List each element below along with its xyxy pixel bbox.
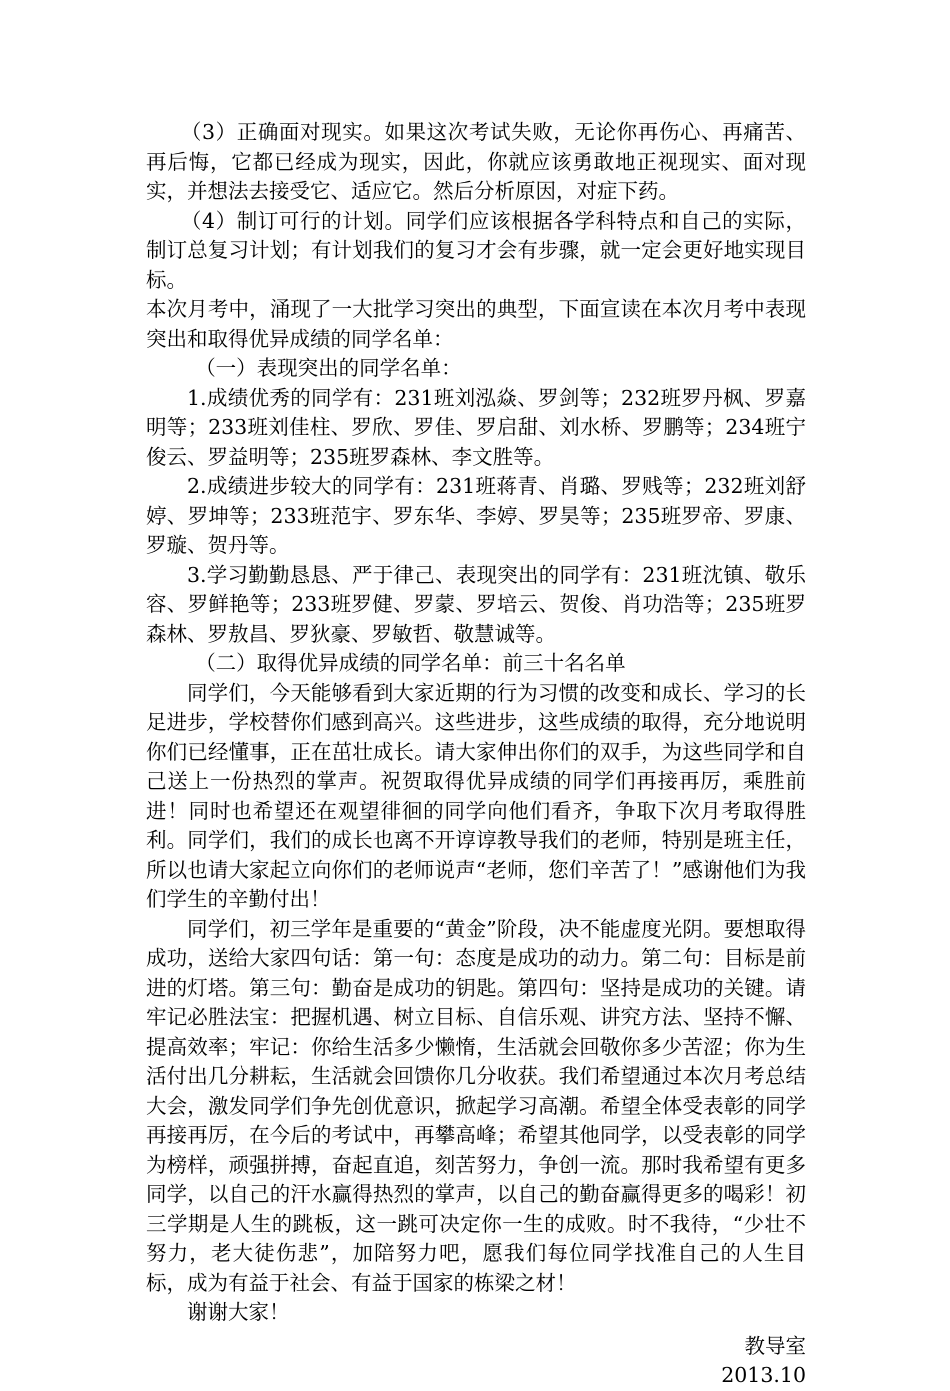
document-page [146, 118, 806, 1391]
signature-office: 教导室 [744, 1333, 806, 1358]
paragraph-make-plan: （4）制订可行的计划。同学们应该根据各学科特点和自己的实际，制订总复习计划；有计划我们的复习才会有步骤，就一定会更好地实现目标。 [146, 208, 806, 292]
list-item-excellent-grades: 1.成绩优秀的同学有：231班刘泓焱、罗剑等；232班罗丹枫、罗嘉明等；233班刘佳柱、罗欣、罗佳、罗启甜、刘水桥、罗鹏等；234班宁俊云、罗益明等；235班罗森林、李文胜等。 [146, 385, 806, 469]
paragraph-thanks: 谢谢大家！ [187, 1300, 290, 1324]
paragraph-face-reality: （3）正确面对现实。如果这次考试失败，无论你再伤心、再痛苦、再后悔，它都已经成为现实，因此，你就应该勇敢地正视现实、面对现实，并想法去接受它、适应它。然后分析原因，对症下药。 [146, 120, 806, 203]
paragraph-congratulations: 同学们，今天能够看到大家近期的行为习惯的改变和成长、学习的长足进步，学校替你们感到高兴。这些进步，这些成绩的取得，充分地说明你们已经懂事，正在茁壮成长。请大家伸出你们的双手，为这些同学和自己送上一份热烈的掌声。祝贺取得优异成绩的同学们再接再厉，乘胜前进！同时也希望还在观望徘徊的同学向他们看齐，争取下次月考取得胜利。同学们，我们的成长也离不开谆谆教导我们的老师，特别是班主任，所以也请大家起立向你们的老师说声“老师，您们辛苦了！”感谢他们为我们学生的辛勤付出！ [146, 680, 806, 911]
section-heading-outstanding: （一）表现突出的同学名单： [195, 356, 462, 380]
list-item-big-progress: 2.成绩进步较大的同学有：231班蒋青、肖璐、罗贱等；232班刘舒婷、罗坤等；233班范宇、罗东华、李婷、罗昊等；235班罗帝、罗康、罗璇、贺丹等。 [146, 474, 806, 557]
section-heading-top-thirty: （二）取得优异成绩的同学名单：前三十名名单 [195, 651, 626, 675]
list-item-diligent: 3.学习勤勤恳恳、严于律己、表现突出的同学有：231班沈镇、敬乐容、罗鲜艳等；233班罗健、罗蒙、罗培云、贺俊、肖功浩等；235班罗森林、罗敖昌、罗狄豪、罗敏哲、敬慧诚等。 [146, 562, 806, 646]
paragraph-encouragement: 同学们，初三学年是重要的“黄金”阶段，决不能虚度光阴。要想取得成功，送给大家四句话：第一句：态度是成功的动力。第二句：目标是前进的灯塔。第三句：勤奋是成功的钥匙。第四句：坚持是成功的关键。请牢记必胜法宝：把握机遇、树立目标、自信乐观、讲究方法、坚持不懈、提高效率；牢记：你给生活多少懒惰，生活就会回敬你多少苦涩；你为生活付出几分耕耘，生活就会回馈你几分收获。我们希望通过本次月考总结大会，激发同学们争先创优意识，掀起学习高潮。希望全体受表彰的同学再接再厉，在今后的考试中，再攀高峰；希望其他同学，以受表彰的同学为榜样，顽强拼搏，奋起直追，刻苦努力，争创一流。那时我希望有更多同学，以自己的汗水赢得热烈的掌声，以自己的勤奋赢得更多的喝彩！初三学期是人生的跳板，这一跳可决定你一生的成败。时不我待，“少壮不努力，老大徒伤悲”，加陪努力吧，愿我们每位同学找准自己的人生目标，成为有益于社会、有益于国家的栋梁之材！ [146, 916, 806, 1295]
paragraph-intro-list: 本次月考中，涌现了一大批学习突出的典型，下面宣读在本次月考中表现突出和取得优异成绩的同学名单： [146, 297, 806, 351]
signature-date: 2013.10 [721, 1363, 806, 1387]
